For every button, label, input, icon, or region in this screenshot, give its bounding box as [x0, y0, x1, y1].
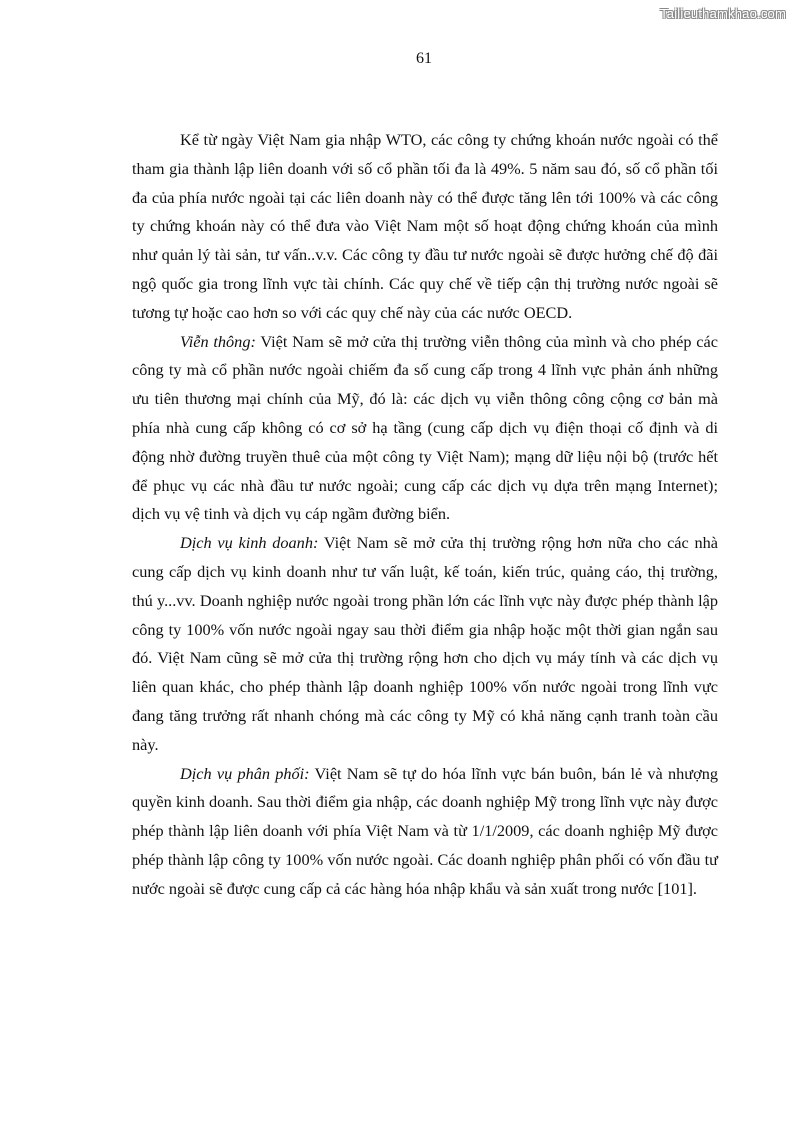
page-number: 61: [416, 50, 432, 67]
paragraph-text: Kể từ ngày Việt Nam gia nhập WTO, các công ty chứng khoán nước ngoài có thể tham gia thành lập liên doanh với số cổ phần tối đa là 49%. 5 năm sau đó, số cổ phần tối đa của phía nước ngoài tại các liên doanh này có thể được tăng lên tới 100% và các công ty chứng khoán này có thể đưa vào Việt Nam một số hoạt động chứng khoán của mình như quản lý tài sản, tư vấn..v.v. Các công ty đầu tư nước ngoài sẽ được hưởng chế độ đãi ngộ quốc gia trong lĩnh vực tài chính. Các quy chế về tiếp cận thị trường nước ngoài sẽ tương tự hoặc cao hơn so với các quy chế này của các nước OECD.: [132, 130, 718, 322]
paragraph-lead: Dịch vụ phân phối:: [180, 763, 310, 783]
paragraph-business-services: [132, 529, 718, 759]
paragraph-wto-securities: [132, 126, 718, 328]
paragraph-lead: Dịch vụ kinh doanh:: [180, 533, 319, 553]
paragraph-lead: Viễn thông:: [180, 331, 256, 351]
paragraph-text: Việt Nam sẽ mở cửa thị trường rộng hơn nữa cho các nhà cung cấp dịch vụ kinh doanh như tư vấn luật, kế toán, kiến trúc, quảng cáo, thị trường, thú y...vv. Doanh nghiệp nước ngoài trong phần lớn các lĩnh vực này được phép thành lập công ty 100% vốn nước ngoài ngay sau thời điểm gia nhập hoặc một thời gian ngắn sau đó. Việt Nam cũng sẽ mở cửa thị trường rộng hơn cho dịch vụ máy tính và các dịch vụ liên quan khác, cho phép thành lập doanh nghiệp 100% vốn nước ngoài trong lĩnh vực đang tăng trưởng rất nhanh chóng mà các công ty Mỹ có khả năng cạnh tranh toàn cầu này.: [132, 533, 718, 754]
paragraph-distribution: [132, 760, 718, 904]
paragraph-telecom: [132, 328, 718, 530]
paragraph-text: Việt Nam sẽ tự do hóa lĩnh vực bán buôn, bán lẻ và nhượng quyền kinh doanh. Sau thời điểm gia nhập, các doanh nghiệp Mỹ trong lĩnh vực này được phép thành lập liên doanh với phía Việt Nam và từ 1/1/2009, các doanh nghiệp Mỹ được phép thành lập công ty 100% vốn nước ngoài. Các doanh nghiệp phân phối có vốn đầu tư nước ngoài sẽ được cung cấp cả các hàng hóa nhập khẩu và sản xuất trong nước [101].: [132, 763, 718, 898]
paragraph-text: Việt Nam sẽ mở cửa thị trường viễn thông của mình và cho phép các công ty mà cổ phần nước ngoài chiếm đa số cung cấp trong 4 lĩnh vực phản ánh những ưu tiên thương mại chính của Mỹ, đó là: các dịch vụ viễn thông công cộng cơ bản mà phía nhà cung cấp không có cơ sở hạ tầng (cung cấp dịch vụ điện thoại cố định và di động nhờ đường truyền thuê của một công ty Việt Nam); mạng dữ liệu nội bộ (trước hết để phục vụ các nhà đầu tư nước ngoài; cung cấp các dịch vụ dựa trên mạng Internet); dịch vụ vệ tinh và dịch vụ cáp ngầm đường biển.: [132, 331, 718, 524]
body-text: [132, 126, 718, 904]
watermark-text: Tailieuthamkhao.com: [660, 6, 786, 21]
